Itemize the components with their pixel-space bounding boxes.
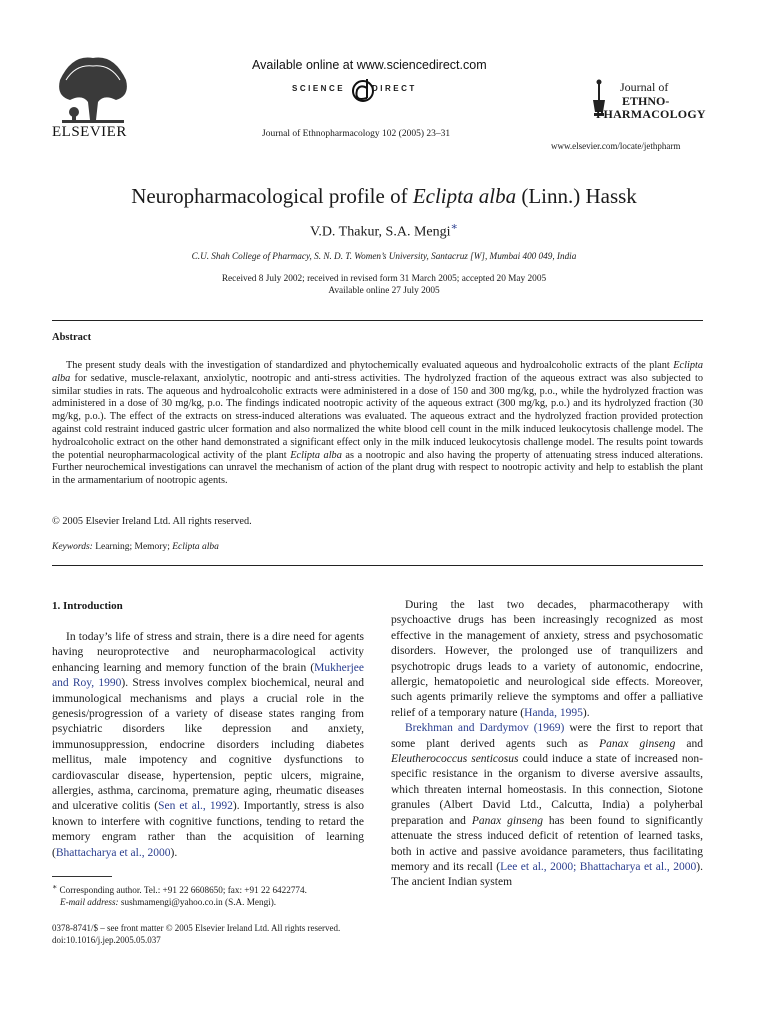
reference-link[interactable]: Mukherjee and Roy, 1990 (52, 661, 364, 690)
elsevier-tree-logo (52, 50, 134, 128)
article-title: Neuropharmacological profile of Eclipta alba (Linn.) Hassk (131, 184, 637, 208)
sciencedirect-logo-right: DIRECT (372, 84, 417, 93)
right-column-text: During the last two decades, pharmacotherapy with psychoactive drugs has been increasingly recognized as most effective in the management of anxiety, stress and psychosomatic disorders. However, the prolonged use of tranquilizers and psychotropic drugs leads to a variety of autonomic, endocrine, allergic, hematopoietic and neurological side effects. Moreover, such agents primarily relieve the symptoms and offer a palliative relief of a temporary nature (Handa, 1995). Brekhman and Dardymov (1969) were the first to report that some plant derived agents such as Panax ginseng and Eleutherococcus senticosus could induce a state of increased non-specific resistance in the organism to diverse aversive assaults, which threaten internal homeostasis. In this connection, Siotone granules (Albert David Ltd., Calcutta, India) a polyherbal preparation and Panax ginseng has been found to significantly attenuate the stress induced deficit of retention of learned tasks, both in active and passive avoidance parameters, thus facilitating memory and its recall (Lee et al., 2000; Bhattacharya et al., 2000). The ancient Indian system (391, 599, 704, 889)
reference-link[interactable]: Bhattacharya et al., 2000 (55, 846, 171, 859)
journal-logo-line2: ETHNO- (622, 94, 670, 108)
issn-line: 0378-8741/$ – see front matter © 2005 Elsevier Ireland Ltd. All rights reserved. (52, 923, 341, 933)
article-authors: V.D. Thakur, S.A. Mengi∗ (310, 221, 458, 240)
journal-logo-line1: Journal of (620, 80, 669, 94)
abstract-copyright: © 2005 Elsevier Ireland Ltd. All rights reserved. (52, 516, 252, 527)
journal-citation: Journal of Ethnopharmacology 102 (2005) 23–31 (262, 129, 451, 139)
reference-link[interactable]: Lee et al., 2000; Bhattacharya et al., 2000 (500, 860, 697, 873)
doi-line[interactable]: doi:10.1016/j.jep.2005.05.037 (52, 935, 161, 945)
sciencedirect-availability[interactable]: Available online at www.sciencedirect.com (252, 58, 487, 72)
corresponding-author-mark[interactable]: ∗ (450, 221, 458, 233)
keywords: Keywords: Learning; Memory; Eclipta alba (52, 542, 219, 552)
abstract-bottom-rule (52, 565, 703, 566)
reference-link[interactable]: Brekhman and Dardymov (1969) (405, 722, 565, 735)
corresponding-author-footnote: ∗ Corresponding author. Tel.: +91 22 6608650; fax: +91 22 6422774. E-mail address: sushmamengi@yahoo.co.in (S.A. Mengi). (52, 882, 307, 908)
footnote-rule (52, 876, 112, 877)
section-heading-introduction: 1. Introduction (52, 600, 123, 612)
available-online-date: Available online 27 July 2005 (328, 286, 440, 296)
journal-url[interactable]: www.elsevier.com/locate/jethpharm (551, 141, 681, 151)
sciencedirect-logo-left: SCIENCE (292, 84, 346, 93)
abstract-body: The present study deals with the investigation of standardized and phytochemically evaluated aqueous and hydroalcoholic extracts of the plant Eclipta alba for sedative, muscle-relaxant, anxiolytic, nootropic and anti-stress activities. The hydrolyzed fraction of the aqueous extract was also subjected to similar studies in rats. The aqueous and hydroalcoholic extracts were administered in a dose of 150 and 300 mg/kg, p.o., while the hydrolyzed fraction was administered in a dose of 30 mg/kg, p.o. The findings indicated nootropic activity of the aqueous extract (300 mg/kg, p.o.) and its hydrolyzed fraction (30 mg/kg, p.o.). The effect of the extracts on stress-induced alterations was evaluated. The aqueous extract and the hydrolyzed fraction provided protection against cold restraint induced gastric ulcer formation and also normalized the white blood cell count in the milk induced leukocytosis challenge model. The hydroalcoholic extract on the other hand demonstrated a significant effect only in the milk induced leukocytosis challenge model. The results point towards the potential neuropharmacological activity of the plant Eclipta alba as a nootropic and also having the property of attenuating stress induced alterations. Further neurochemical investigations can unravel the mechanism of action of the plant drug with respect to nootropic activity and help to establish the plant in the armamentarium of nootropic agents. (52, 360, 703, 487)
abstract-heading: Abstract (52, 332, 92, 343)
reference-link[interactable]: Sen et al., 1992 (158, 800, 233, 813)
reference-link[interactable]: Handa, 1995 (524, 706, 583, 719)
journal-logo-line3: PHARMACOLOGY (596, 107, 706, 121)
abstract-top-rule (52, 320, 703, 321)
author-email[interactable]: sushmamengi@yahoo.co.in (S.A. Mengi). (118, 897, 277, 908)
author-affiliation: C.U. Shah College of Pharmacy, S. N. D. T. Women’s University, Santacruz [W], Mumbai 400 049, India (191, 251, 577, 261)
left-column-text: In today’s life of stress and strain, there is a dire need for agents having neuroprotective and neuropharmacological activity enhancing learning and memory function of the brain (Mukherjee and Roy, 1990). Stress involves complex biochemical, neural and immunological mechanisms and plays a crucial role in the genesis/progression of a variety of disease states ranging from psychiatric disorders like depression and anxiety, immunosuppression, endocrine disorders including diabetes mellitus, male impotency and cognitive dysfunctions to cardiovascular disease, hypertension, peptic ulcers, migraine, allergies, asthma, carcinoma, premature aging, rheumatic diseases and ulcerative colitis (Sen et al., 1992). Importantly, stress is also known to interfere with cognitive functions, tending to retard the memory engram rather than the acquisition of learning (Bhattacharya et al., 2000). (52, 631, 364, 859)
received-dates: Received 8 July 2002; received in revised form 31 March 2005; accepted 20 May 2005 (221, 274, 547, 284)
front-matter (52, 922, 340, 946)
publisher-name: ELSEVIER (52, 124, 127, 140)
